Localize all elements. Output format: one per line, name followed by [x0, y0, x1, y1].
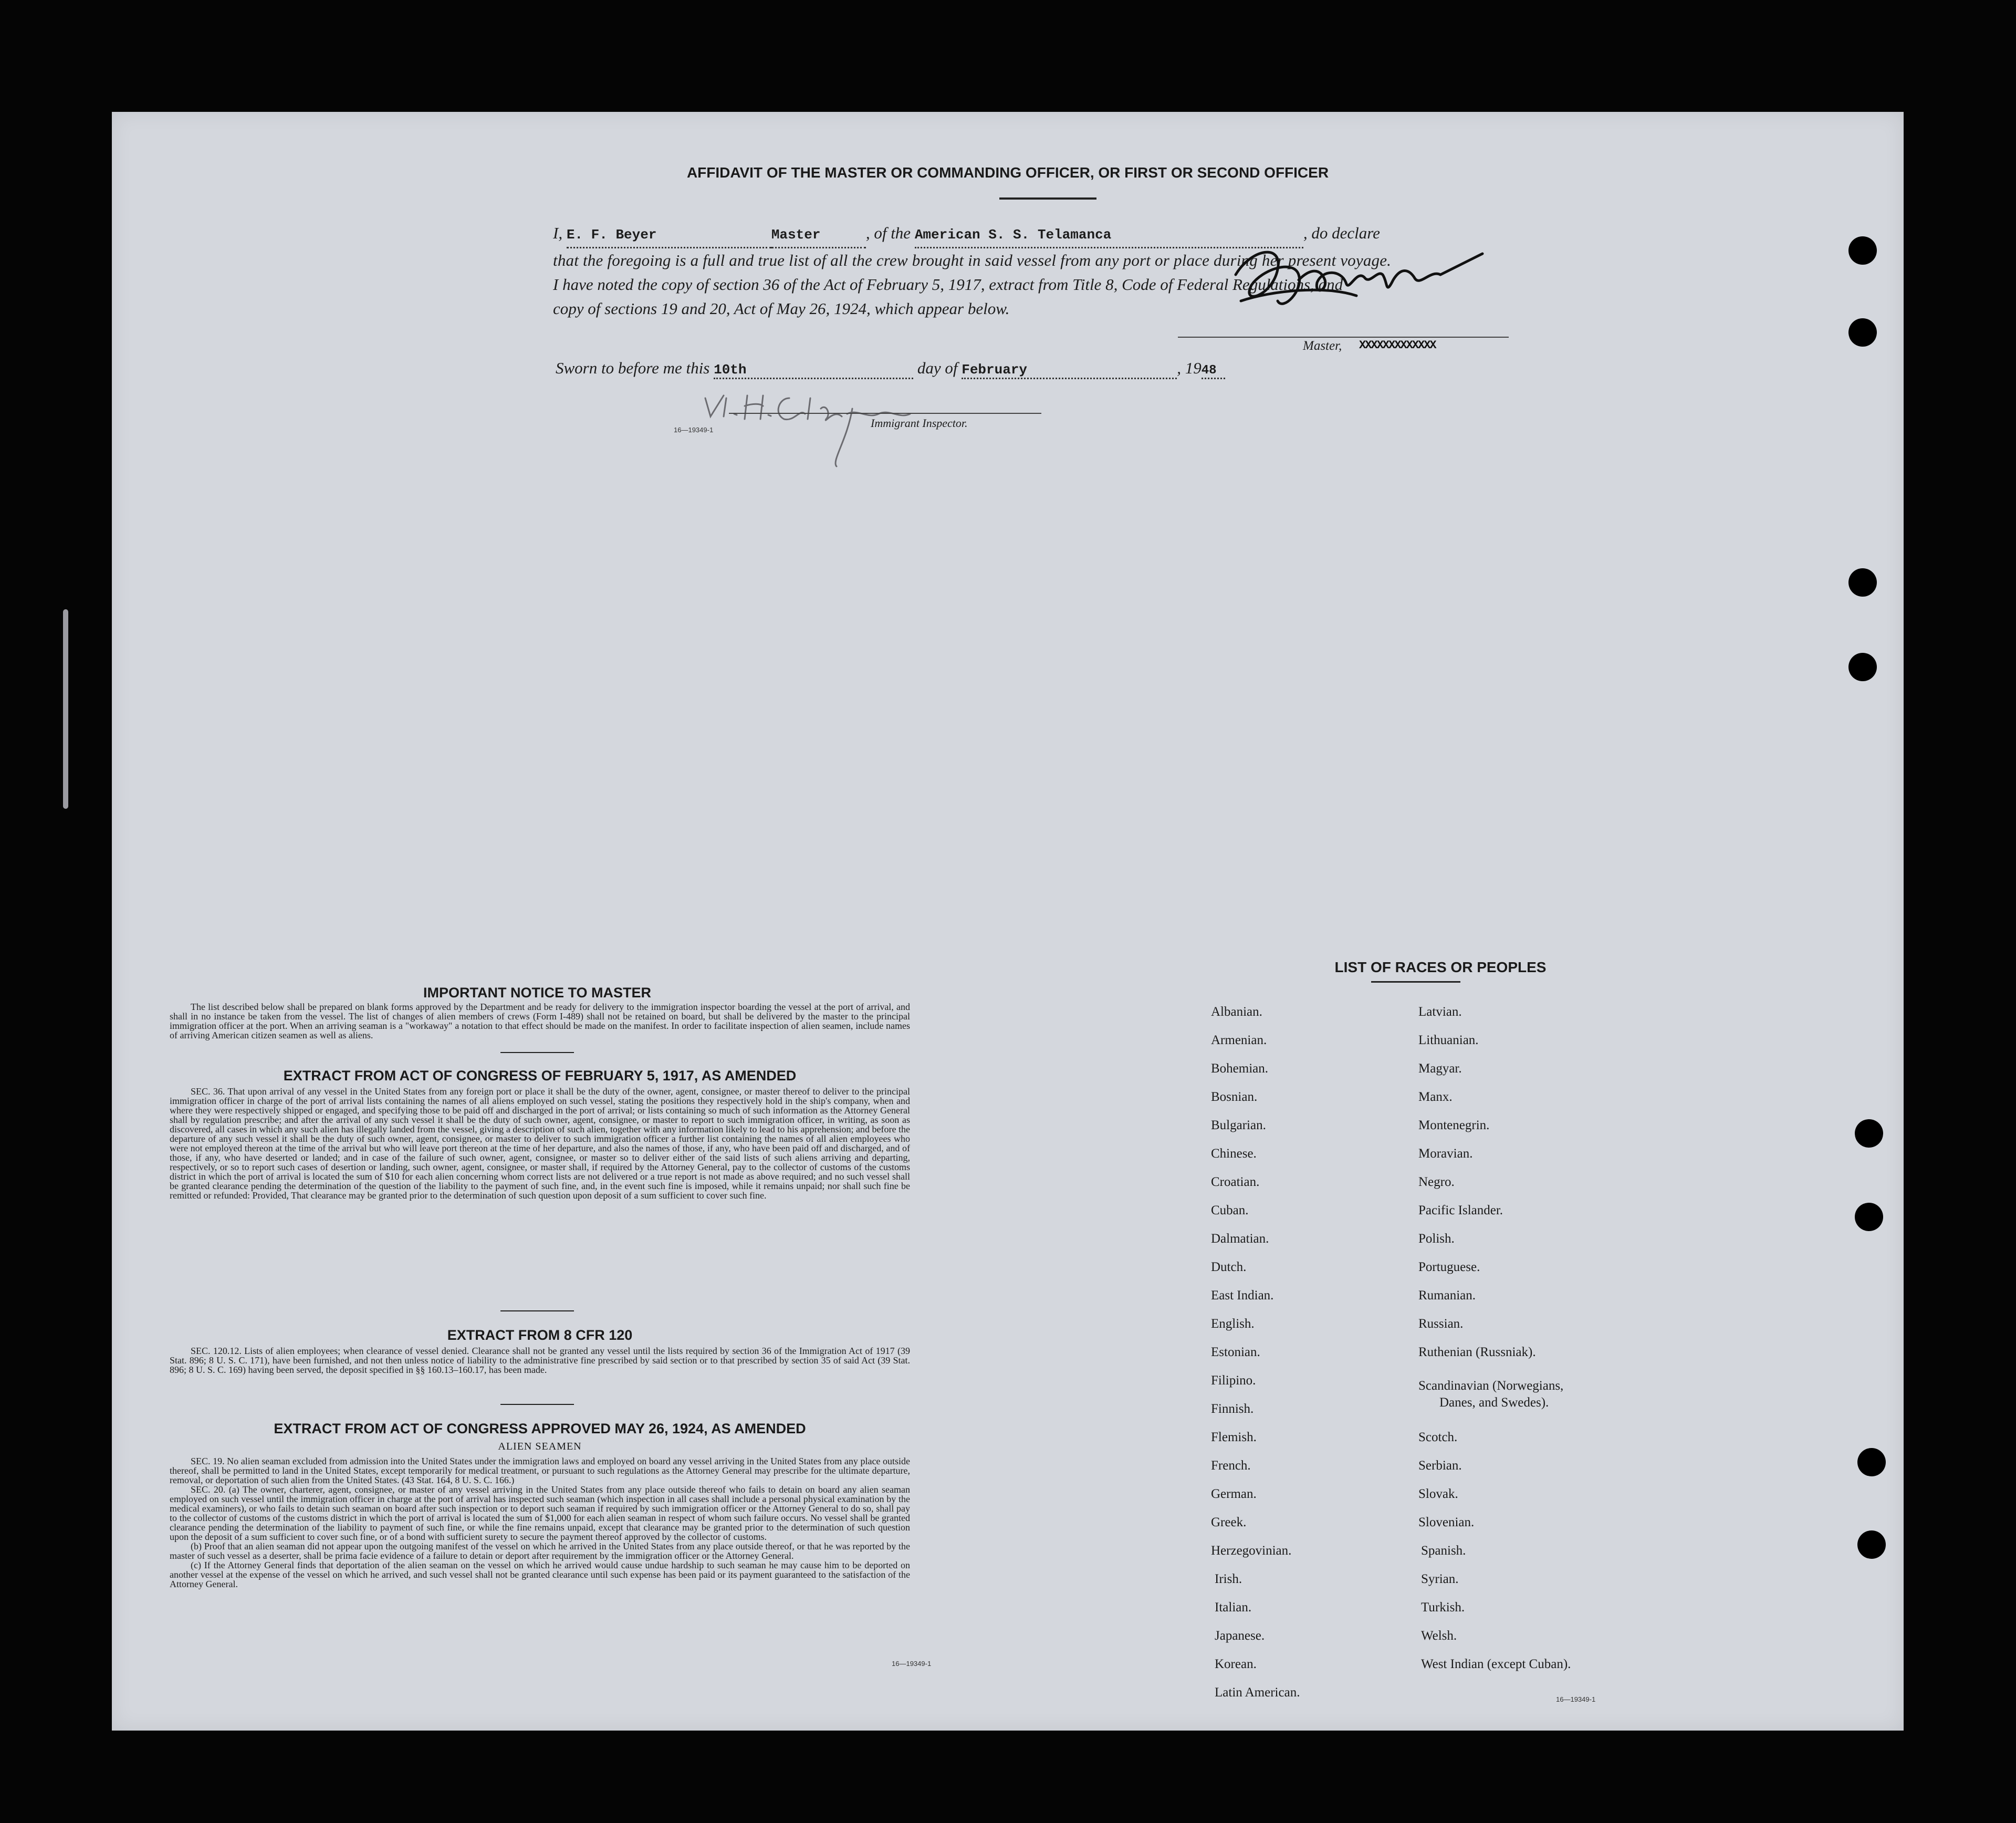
race-dutch: Dutch.	[1211, 1260, 1247, 1274]
races-title: LIST OF RACES OR PEOPLES	[1334, 959, 1547, 975]
race-russian: Russian.	[1418, 1317, 1464, 1331]
race-pacific-islander: Pacific Islander.	[1418, 1203, 1503, 1217]
section-36-paragraph: SEC. 36. That upon arrival of any vessel in the United States from any foreign port or place it shall be the duty of the owner, agent, consignee, or master thereof to deliver to the principal immigration officer in charge of the port of arrival lists containing the names of all aliens employed on such vessel, stating the positions they respectively hold in the ship's company, when and where they were respectively shipped or engaged, and specifying those to be paid off and discharged in the port of arrival; or lists containing so much of such information as the Attorney General shall by regulation prescribe; and after the arrival of any such vessel it shall be the duty of such owner, agent, consignee, or master to report to such immigration officer, in writing, as soon as discovered, all cases in which any such alien has illegally landed from the vessel, giving a description of such alien, together with any information likely to lead to his apprehension; and before the departure of any such vessel it shall be the duty of such owner, agent, consignee, or master to deliver to such immigration officer a further list containing the names of all alien employees who were not employed thereon at the time of the arrival but who will leave port thereon at the time of her departure, and also the names of those, if any, who have been paid off and discharged, and of those, if any, who have deserted or landed; and in case of the failure of such owner, agent, consignee, or master so to deliver either of the said lists of such aliens arriving and departing, respectively, or so to report such cases of desertion or landing, such owner, agent, consignee, or master shall, if required by the Attorney General, pay to the collector of customs of the customs district in which the port of arrival is located the sum of $10 for each alien concerning whom correct lists are not delivered or a true report is not made as above required; and no such vessel shall be granted clearance pending the determination of the question of the liability to the payment of such fine, and, in the event such fine is imposed, while it remains unpaid; nor shall such fine be remitted or refunded: Provided, That clearance may be granted prior to the determination of such question upon deposit of a sum sufficient to cover such fine.	[170, 1086, 910, 1201]
declaration-prefix: I,	[553, 224, 563, 242]
punch-hole	[1855, 1203, 1883, 1231]
race-manx: Manx.	[1418, 1090, 1453, 1104]
race-bulgarian: Bulgarian.	[1211, 1118, 1266, 1132]
section-120-paragraph: SEC. 120.12. Lists of alien employees; when clearance of vessel denied. Clearance shall not be granted any vessel until the lists required by section 36 of the Immigration Act of 1917 (39 Stat. 896; 8 U. S. C. 171), have been furnished, and not then unless notice of liability to the administrative fine prescribed by said section or to that prescribed by section 35 of said Act (39 Stat. 896; 8 U. S. C. 169) having been served, the deposit specified in §§ 160.13–160.17, has been made.	[170, 1346, 910, 1375]
race-filipino: Filipino.	[1211, 1373, 1256, 1388]
sworn-prefix: Sworn to before me this	[556, 359, 710, 377]
race-turkish: Turkish.	[1421, 1600, 1465, 1614]
extract-cfr-divider	[500, 1404, 574, 1405]
race-scotch: Scotch.	[1418, 1430, 1458, 1444]
declaration-line-4: copy of sections 19 and 20, Act of May 26, 1924, which appear below.	[553, 299, 1010, 318]
race-scandinavian-cont: Danes, and Swedes).	[1439, 1395, 1549, 1410]
race-west-indian: West Indian (except Cuban).	[1421, 1657, 1571, 1671]
master-signature	[1220, 238, 1514, 327]
race-polish: Polish.	[1418, 1232, 1455, 1246]
race-latin-american: Latin American.	[1215, 1685, 1300, 1700]
inspector-signature-line	[729, 413, 1041, 414]
race-bosnian: Bosnian.	[1211, 1090, 1258, 1104]
race-moravian: Moravian.	[1418, 1147, 1473, 1161]
race-ruthenian: Ruthenian (Russniak).	[1418, 1345, 1536, 1359]
race-rumanian: Rumanian.	[1418, 1288, 1476, 1303]
section-20a-paragraph: SEC. 20. (a) The owner, charterer, agent, consignee, or master of any vessel arriving in the United States from any place outside thereof who fails to detain on board any alien seaman employed on such vessel until the immigration officer in charge at the port of arrival has inspected such seaman (which inspection in all cases shall include a personal physical examination by the medical examiners), or who fails to detain such seaman on board after such inspection or to deport such seaman if required by such immigration officer or the Attorney General to do so, shall pay to the collector of customs of the customs district in which the port of arrival is located the sum of $1,000 for each alien seaman in respect of whom such failure occurs. No vessel shall be granted clearance pending the determination of the liability to payment of such fine, or while the fine remains unpaid, except that clearance may be granted prior to the determination of such question upon the deposit of a sum sufficient to cover such fine, or of a bond with sufficient surety to secure the payment thereof approved by the collector of customs.	[170, 1484, 910, 1542]
master-name-field: E. F. Beyer	[567, 223, 771, 248]
declaration-line-2: that the foregoing is a full and true list of all the crew brought in said vessel from any port or place during her present voyage.	[553, 251, 1392, 269]
affidavit-form-number: 16—19349-1	[674, 426, 714, 434]
section-19-paragraph: SEC. 19. No alien seaman excluded from admission into the United States under the immigration laws and employed on board any vessel arriving in the United States from any place outside thereof, shall be permitted to land in the United States, except temporarily for medical treatment, or pursuant to such regulations as the Attorney General may prescribe for the ultimate departure, removal, or deportation of such alien from the United States. (43 Stat. 164, 8 U. S. C. 166.)	[170, 1456, 910, 1485]
punch-hole	[1848, 653, 1877, 681]
race-japanese: Japanese.	[1215, 1629, 1265, 1643]
race-welsh: Welsh.	[1421, 1629, 1457, 1643]
race-cuban: Cuban.	[1211, 1203, 1249, 1217]
sworn-month-field: February	[962, 362, 1177, 379]
race-dalmatian: Dalmatian.	[1211, 1232, 1269, 1246]
inspector-label: Immigrant Inspector.	[871, 416, 968, 430]
punch-hole	[1848, 236, 1877, 265]
master-signature-line	[1178, 337, 1509, 338]
notice-title: IMPORTANT NOTICE TO MASTER	[423, 985, 651, 1001]
extract-cfr-text	[170, 1346, 910, 1374]
sworn-day-field: 10th	[714, 362, 913, 379]
extract-1924-text	[170, 1456, 910, 1589]
race-english: English.	[1211, 1317, 1255, 1331]
section-20c-paragraph: (c) If the Attorney General finds that deportation of the alien seaman on the vessel on which he arrived would cause undue hardship to such seaman he may cause him to be deported on another vessel at the expense of the vessel on which he arrived, and such vessel shall not be granted clearance until such expense has been paid or its payment guaranteed to the satisfaction of the Attorney General.	[170, 1560, 910, 1589]
declaration-line-3: I have noted the copy of section 36 of the Act of February 5, 1917, extract from Title 8, Code of Federal Regulations, and	[553, 275, 1343, 294]
extract-1917-text	[170, 1087, 910, 1200]
scan-edge-mark	[63, 609, 68, 809]
punch-hole	[1855, 1119, 1883, 1148]
race-syrian: Syrian.	[1421, 1572, 1459, 1586]
race-croatian: Croatian.	[1211, 1175, 1260, 1189]
race-chinese: Chinese.	[1211, 1147, 1257, 1161]
document-page	[112, 112, 1904, 1731]
race-armenian: Armenian.	[1211, 1033, 1267, 1047]
race-flemish: Flemish.	[1211, 1430, 1257, 1444]
race-irish: Irish.	[1215, 1572, 1242, 1586]
race-scandinavian: Scandinavian (Norwegians,	[1418, 1379, 1564, 1393]
extract-1917-title: EXTRACT FROM ACT OF CONGRESS OF FEBRUARY 5, 1917, AS AMENDED	[283, 1068, 797, 1084]
extract-1924-subtitle: ALIEN SEAMEN	[498, 1441, 582, 1452]
master-label: Master,	[1303, 339, 1342, 353]
of-the-text: , of the	[865, 224, 911, 242]
day-of-text: day of	[917, 359, 958, 377]
race-italian: Italian.	[1215, 1600, 1252, 1614]
notice-paragraph: The list described below shall be prepared on blank forms approved by the Department and be ready for delivery to the immigration inspector boarding the vessel at the port of arrival, and shall in no instance be taken from the vessel. The list of changes of alien members of crews (Form I-489) shall not be retained on board, but shall be delivered by the master to the principal immigration officer at the port. When an arriving seaman is a "workaway" a notation to that effect should be made on the manifest. In order to facilitate inspection of alien seamen, include names of arriving American citizen seamen as well as aliens.	[170, 1002, 910, 1040]
race-montenegrin: Montenegrin.	[1418, 1118, 1490, 1132]
race-finnish: Finnish.	[1211, 1402, 1254, 1416]
race-spanish: Spanish.	[1421, 1544, 1466, 1558]
race-french: French.	[1211, 1459, 1251, 1473]
extract-cfr-title: EXTRACT FROM 8 CFR 120	[447, 1327, 633, 1343]
race-bohemian: Bohemian.	[1211, 1061, 1269, 1076]
race-latvian: Latvian.	[1418, 1005, 1462, 1019]
race-estonian: Estonian.	[1211, 1345, 1260, 1359]
race-german: German.	[1211, 1487, 1257, 1501]
race-portuguese: Portuguese.	[1418, 1260, 1480, 1274]
race-lithuanian: Lithuanian.	[1418, 1033, 1479, 1047]
races-title-rule	[1371, 981, 1460, 983]
extract-form-number: 16—19349-1	[892, 1660, 932, 1668]
race-greek: Greek.	[1211, 1515, 1247, 1529]
section-20b-paragraph: (b) Proof that an alien seaman did not appear upon the outgoing manifest of the vessel on which he arrived in the United States from any place outside thereof, or that he was reported by the master of such vessel as a deserter, shall be prima facie evidence of a failure to detain or deport after requirement by the immigration officer or the Attorney General.	[170, 1541, 910, 1561]
extract-1917-divider	[500, 1310, 574, 1311]
notice-text	[170, 1002, 910, 1040]
race-korean: Korean.	[1215, 1657, 1257, 1671]
punch-hole	[1848, 318, 1877, 347]
year-field: 48	[1202, 363, 1225, 379]
affidavit-title-rule	[999, 197, 1096, 200]
sworn-line	[556, 359, 1225, 379]
punch-hole	[1857, 1448, 1886, 1476]
race-herzegovinian: Herzegovinian.	[1211, 1544, 1292, 1558]
race-negro: Negro.	[1418, 1175, 1455, 1189]
races-form-number: 16—19349-1	[1556, 1695, 1596, 1703]
race-slovak: Slovak.	[1418, 1487, 1458, 1501]
notice-divider	[500, 1052, 574, 1053]
extract-1924-title: EXTRACT FROM ACT OF CONGRESS APPROVED MAY 26, 1924, AS AMENDED	[274, 1421, 806, 1436]
vessel-name-field: American S. S. Telamanca	[915, 223, 1303, 248]
race-magyar: Magyar.	[1418, 1061, 1462, 1076]
punch-hole	[1857, 1530, 1886, 1559]
race-slovenian: Slovenian.	[1418, 1515, 1475, 1529]
affidavit-title: AFFIDAVIT OF THE MASTER OR COMMANDING OFFICER, OR FIRST OR SECOND OFFICER	[686, 164, 1329, 181]
year-prefix: , 19	[1177, 359, 1202, 377]
race-east-indian: East Indian.	[1211, 1288, 1274, 1303]
punch-hole	[1848, 568, 1877, 597]
rank-field: Master	[771, 223, 866, 248]
do-declare-text: , do declare	[1303, 224, 1380, 242]
struck-title-text: XXXXXXXXXXXXX	[1359, 339, 1436, 352]
race-albanian: Albanian.	[1211, 1005, 1262, 1019]
race-serbian: Serbian.	[1418, 1459, 1462, 1473]
